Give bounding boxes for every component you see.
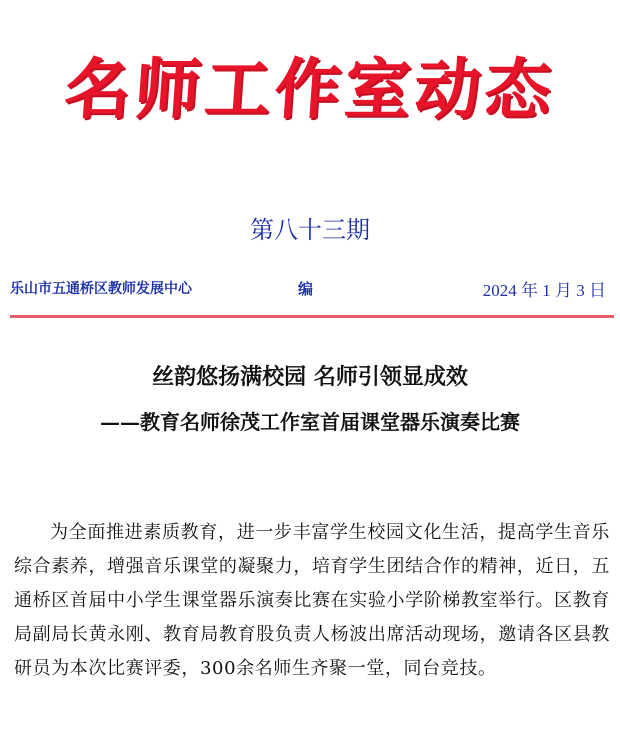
article-body: 为全面推进素质教育，进一步丰富学生校园文化生活，提高学生音乐综合素养，增强音乐课堂的凝聚力，培育学生团结合作的精神，近日，五通桥区首届中小学生课堂器乐演奏比赛在实验小学阶梯教室举行。区教育局副局长黄永刚、教育局教育股负责人杨波出席活动现场，邀请各区县教研员为本次比赛评委，300余名师生齐聚一堂，同台竞技。 <box>14 522 610 679</box>
editor-role: 编 <box>298 280 314 298</box>
article-subheadline: ——教育名师徐茂工作室首届课堂器乐演奏比赛 <box>100 410 520 434</box>
article-headline: 丝韵悠扬满校园 名师引领显成效 <box>152 364 468 390</box>
masthead-title: 名师工作室动态 <box>61 51 558 128</box>
header-divider <box>10 315 614 318</box>
editor-organization: 乐山市五通桥区教师发展中心 <box>10 281 192 297</box>
issue-date: 2024 年 1 月 3 日 <box>482 281 606 300</box>
masthead <box>20 28 600 148</box>
editorial-meta-row <box>10 276 610 300</box>
issue-number: 第八十三期 <box>250 216 370 244</box>
